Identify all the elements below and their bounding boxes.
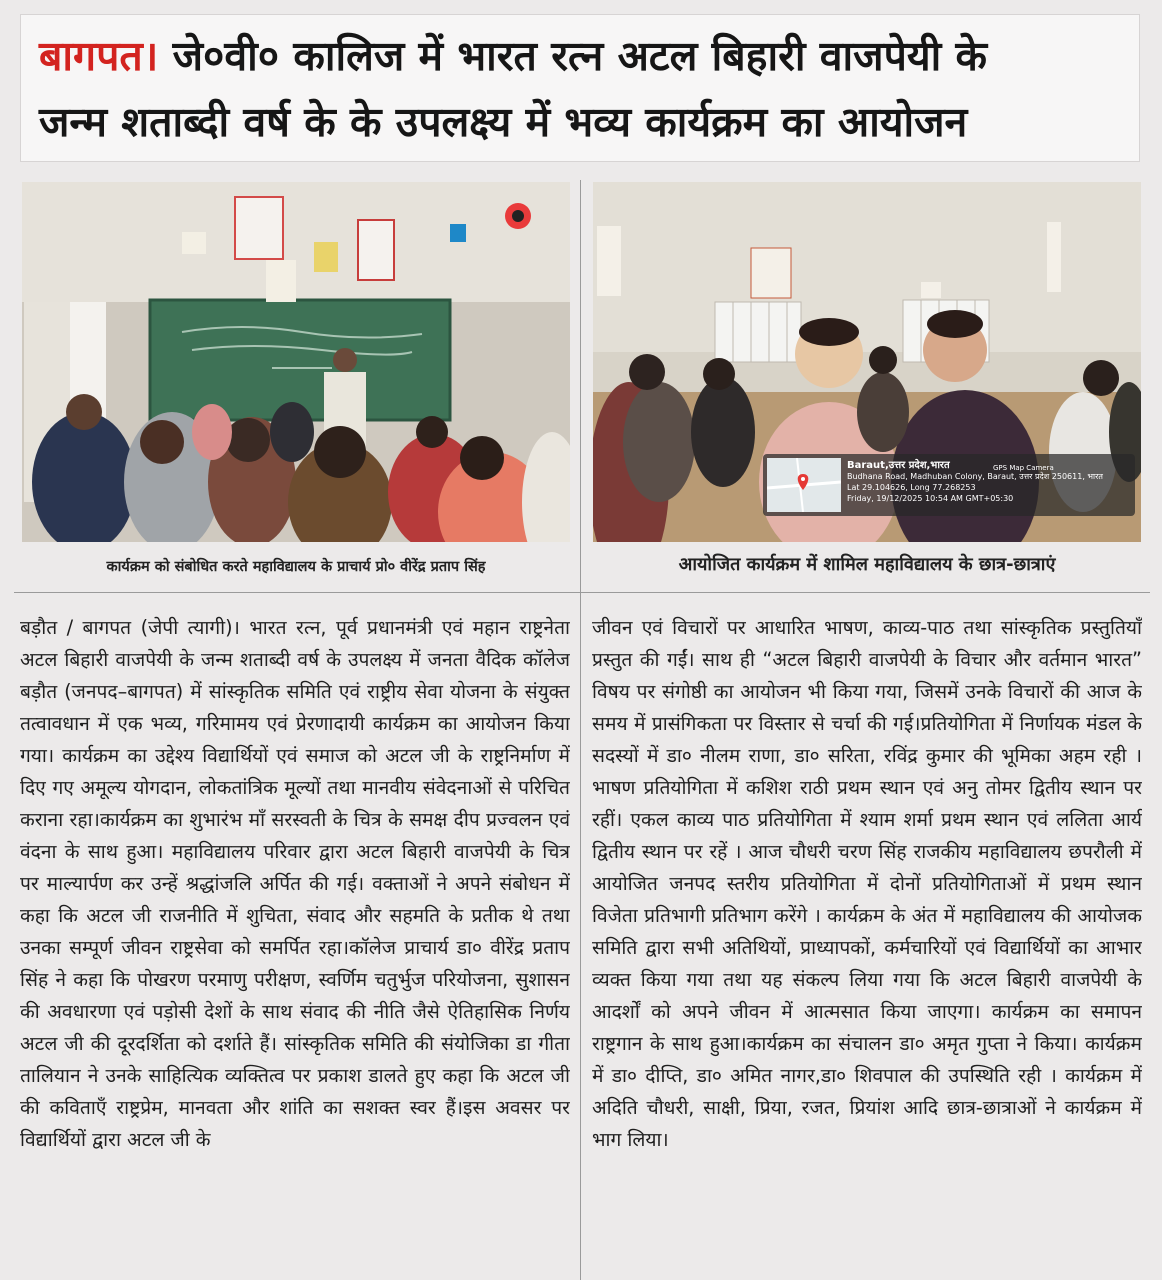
photo-principal-speaking <box>22 182 570 542</box>
divider-vertical <box>580 180 581 1280</box>
gps-address: Budhana Road, Madhuban Colony, Baraut, उत्तर प्रदेश 250611, भारत <box>847 472 1103 481</box>
photo-students <box>593 182 1141 542</box>
divider-horizontal <box>14 592 1150 593</box>
gps-latlong: Lat 29.104626, Long 77.268253 <box>847 483 976 492</box>
headline-line1: जे०वी० कालिज में भारत रत्न अटल बिहारी वाजपेयी के <box>158 32 988 80</box>
gps-place: Baraut,उत्तर प्रदेश,भारत <box>847 460 950 471</box>
article-column-right <box>592 612 1142 1280</box>
headline <box>39 23 1121 155</box>
gps-datetime: Friday, 19/12/2025 10:54 AM GMT+05:30 <box>847 494 1014 503</box>
caption-left: कार्यक्रम को संबोधित करते महाविद्यालय के प्राचार्य प्रो० वीरेंद्र प्रताप सिंह <box>106 559 486 575</box>
headline-place: बागपत। <box>39 32 159 80</box>
article-text-left: बड़ौत / बागपत (जेपी त्यागी)। भारत रत्न, पूर्व प्रधानमंत्री एवं महान राष्ट्रनेता अटल बिहारी वाजपेयी के जन्म शताब्दी वर्ष के उपलक्ष्य में जनता वैदिक कॉलेज बड़ौत (जनपद–बागपत) में सांस्कृतिक समिति एवं राष्ट्रीय सेवा योजना के संयुक्त तत्वावधान में एक भव्य, गरिमामय एवं प्रेरणादायी कार्यक्रम का आयोजन किया गया। कार्यक्रम का उद्देश्य विद्यार्थियों एवं समाज को अटल जी के राष्ट्रनिर्माण में दिए गए अमूल्य योगदान, लोकतांत्रिक मूल्यों तथा मानवीय संवेदनाओं से परिचित कराना रहा।कार्यक्रम का शुभारंभ माँ सरस्वती के चित्र के समक्ष दीप प्रज्वलन एवं वंदना के साथ हुआ। महाविद्यालय परिवार द्वारा अटल बिहारी वाजपेयी के चित्र पर माल्यार्पण कर उन्हें श्रद्धांजलि अर्पित की गई। वक्ताओं ने अपने संबोधन में कहा कि अटल जी राजनीति में शुचिता, संवाद और सहमति के प्रतीक थे तथा उनका सम्पूर्ण जीवन राष्ट्रसेवा को समर्पित रहा।कॉलेज प्राचार्य डा० वीरेंद्र प्रताप सिंह ने कहा कि पोखरण परमाणु परीक्षण, स्वर्णिम चतुर्भुज परियोजना, सुशासन की अवधारणा एवं पड़ोसी देशों के साथ संवाद की नीति जैसे ऐतिहासिक निर्णय अटल जी की दूरदर्शिता को दर्शाते हैं। सांस्कृतिक समिति की संयोजिका डा गीता तालियान ने उनके साहित्यिक व्यक्तित्व पर प्रकाश डालते हुए कहा कि अटल जी की कविताएँ राष्ट्रप्रेम, मानवता और शांति का सशक्त स्वर हैं।इस अवसर पर विद्यार्थियों द्वारा अटल जी के <box>20 616 570 1151</box>
article-text-right: जीवन एवं विचारों पर आधारित भाषण, काव्य-पाठ तथा सांस्कृतिक प्रस्तुतियाँ प्रस्तुत की गईं। साथ ही “अटल बिहारी वाजपेयी के विचार और वर्तमान भारत” विषय पर संगोष्ठी का आयोजन भी किया गया, जिसमें उनके विचारों की आज के समय में प्रासंगिकता पर विस्तार से चर्चा की गई।प्रतियोगिता में निर्णायक मंडल के सदस्यों में डा० नीलम राणा, डा० सरिता, रविंद्र कुमार की भूमिका अहम रही । भाषण प्रतियोगिता में कशिश राठी प्रथम स्थान एवं अनु तोमर द्वितीय स्थान पर रहीं। एकल काव्य पाठ प्रतियोगिता में श्याम शर्मा प्रथम स्थान एवं ललिता आर्य द्वितीय स्थान पर रहें । आज चौधरी चरण सिंह राजकीय महाविद्यालय छपरौली में आयोजित जनपद स्तरीय प्रतियोगिता में दोनों प्रतियोगिताओं में प्रथम स्थान विजेता प्रतिभागी प्रतिभाग करेंगे । कार्यक्रम के अंत में महाविद्यालय की आयोजक समिति द्वारा सभी अतिथियों, प्राध्यापकों, कर्मचारियों एवं विद्यार्थियों का आभार व्यक्त किया गया तथा यह संकल्प लिया गया कि अटल बिहारी वाजपेयी के आदर्शों को अपने जीवन में आत्मसात किया जाएगा। कार्यक्रम का समापन राष्ट्रगान के साथ हुआ।कार्यक्रम का संचालन डा० अमृत गुप्ता ने किया। कार्यक्रम में डा० दीप्ति, डा० अमित नागर,डा० शिवपाल की उपस्थिति रही । कार्यक्रम में अदिति चौधरी, साक्षी, प्रिया, रजत, प्रियांश आदि छात्र-छात्राओं ने कार्यक्रम में भाग लिया। <box>592 616 1142 1151</box>
gps-map-thumbnail <box>767 458 841 512</box>
headline-box <box>20 14 1140 162</box>
gps-app-label: GPS Map Camera <box>993 464 1054 472</box>
headline-line2: जन्म शताब्दी वर्ष के के उपलक्ष्य में भव्य कार्यक्रम का आयोजन <box>39 98 968 146</box>
caption-right: आयोजित कार्यक्रम में शामिल महाविद्यालय के छात्र-छात्राएं <box>678 554 1056 575</box>
article-column-left <box>20 612 570 1280</box>
gps-stamp <box>763 454 1135 516</box>
